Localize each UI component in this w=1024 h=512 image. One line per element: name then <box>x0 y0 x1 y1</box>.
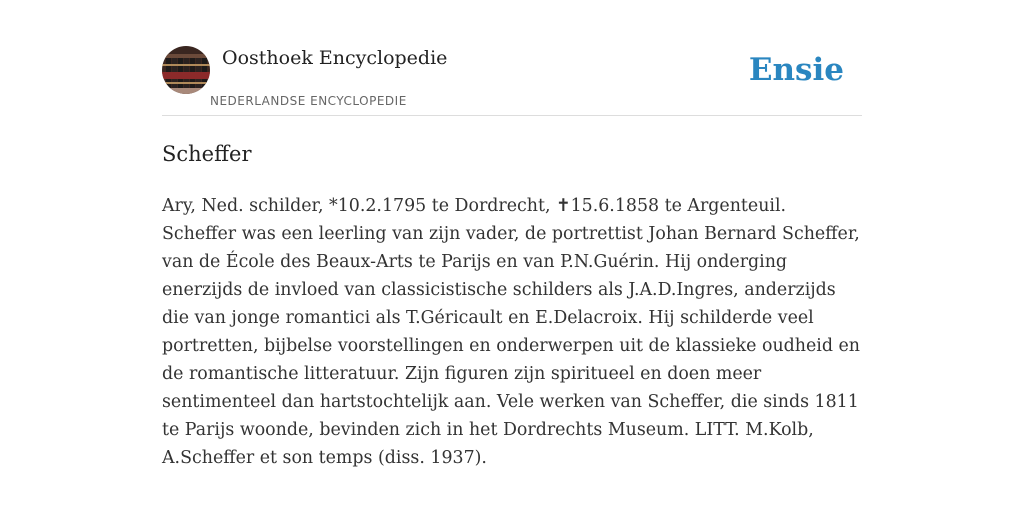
ensie-logo-link[interactable]: Ensie <box>748 52 844 88</box>
encyclopedia-books-icon[interactable] <box>162 46 210 94</box>
entry-title: Scheffer <box>162 142 252 166</box>
site-header <box>162 46 862 116</box>
entry-body: Ary, Ned. schilder, *10.2.1795 te Dordrecht, ✝15.6.1858 te Argenteuil. Scheffer was een leerling van zijn vader, de portrettist Johan Bernard Scheffer, van de École des Beaux-Arts te Parijs en van P.N.Guérin. Hij onderging enerzijds de invloed van classicistische schilders als J.A.D.Ingres, anderzijds die van jonge romantici als T.Géricault en E.Delacroix. Hij schilderde veel portretten, bijbelse voorstellingen en onderwerpen uit de klassieke oudheid en de romantische litteratuur. Zijn figuren zijn spiritueel en doen meer sentimenteel dan hartstochtelijk aan. Vele werken van Scheffer, die sinds 1811 te Parijs woonde, bevinden zich in het Dordrechts Museum. LITT. M.Kolb, A.Scheffer et son temps (diss. 1937). <box>162 196 861 468</box>
header-divider <box>162 115 862 116</box>
site-title[interactable]: Oosthoek Encyclopedie <box>222 47 448 69</box>
site-subtitle: NEDERLANDSE ENCYCLOPEDIE <box>210 94 407 108</box>
